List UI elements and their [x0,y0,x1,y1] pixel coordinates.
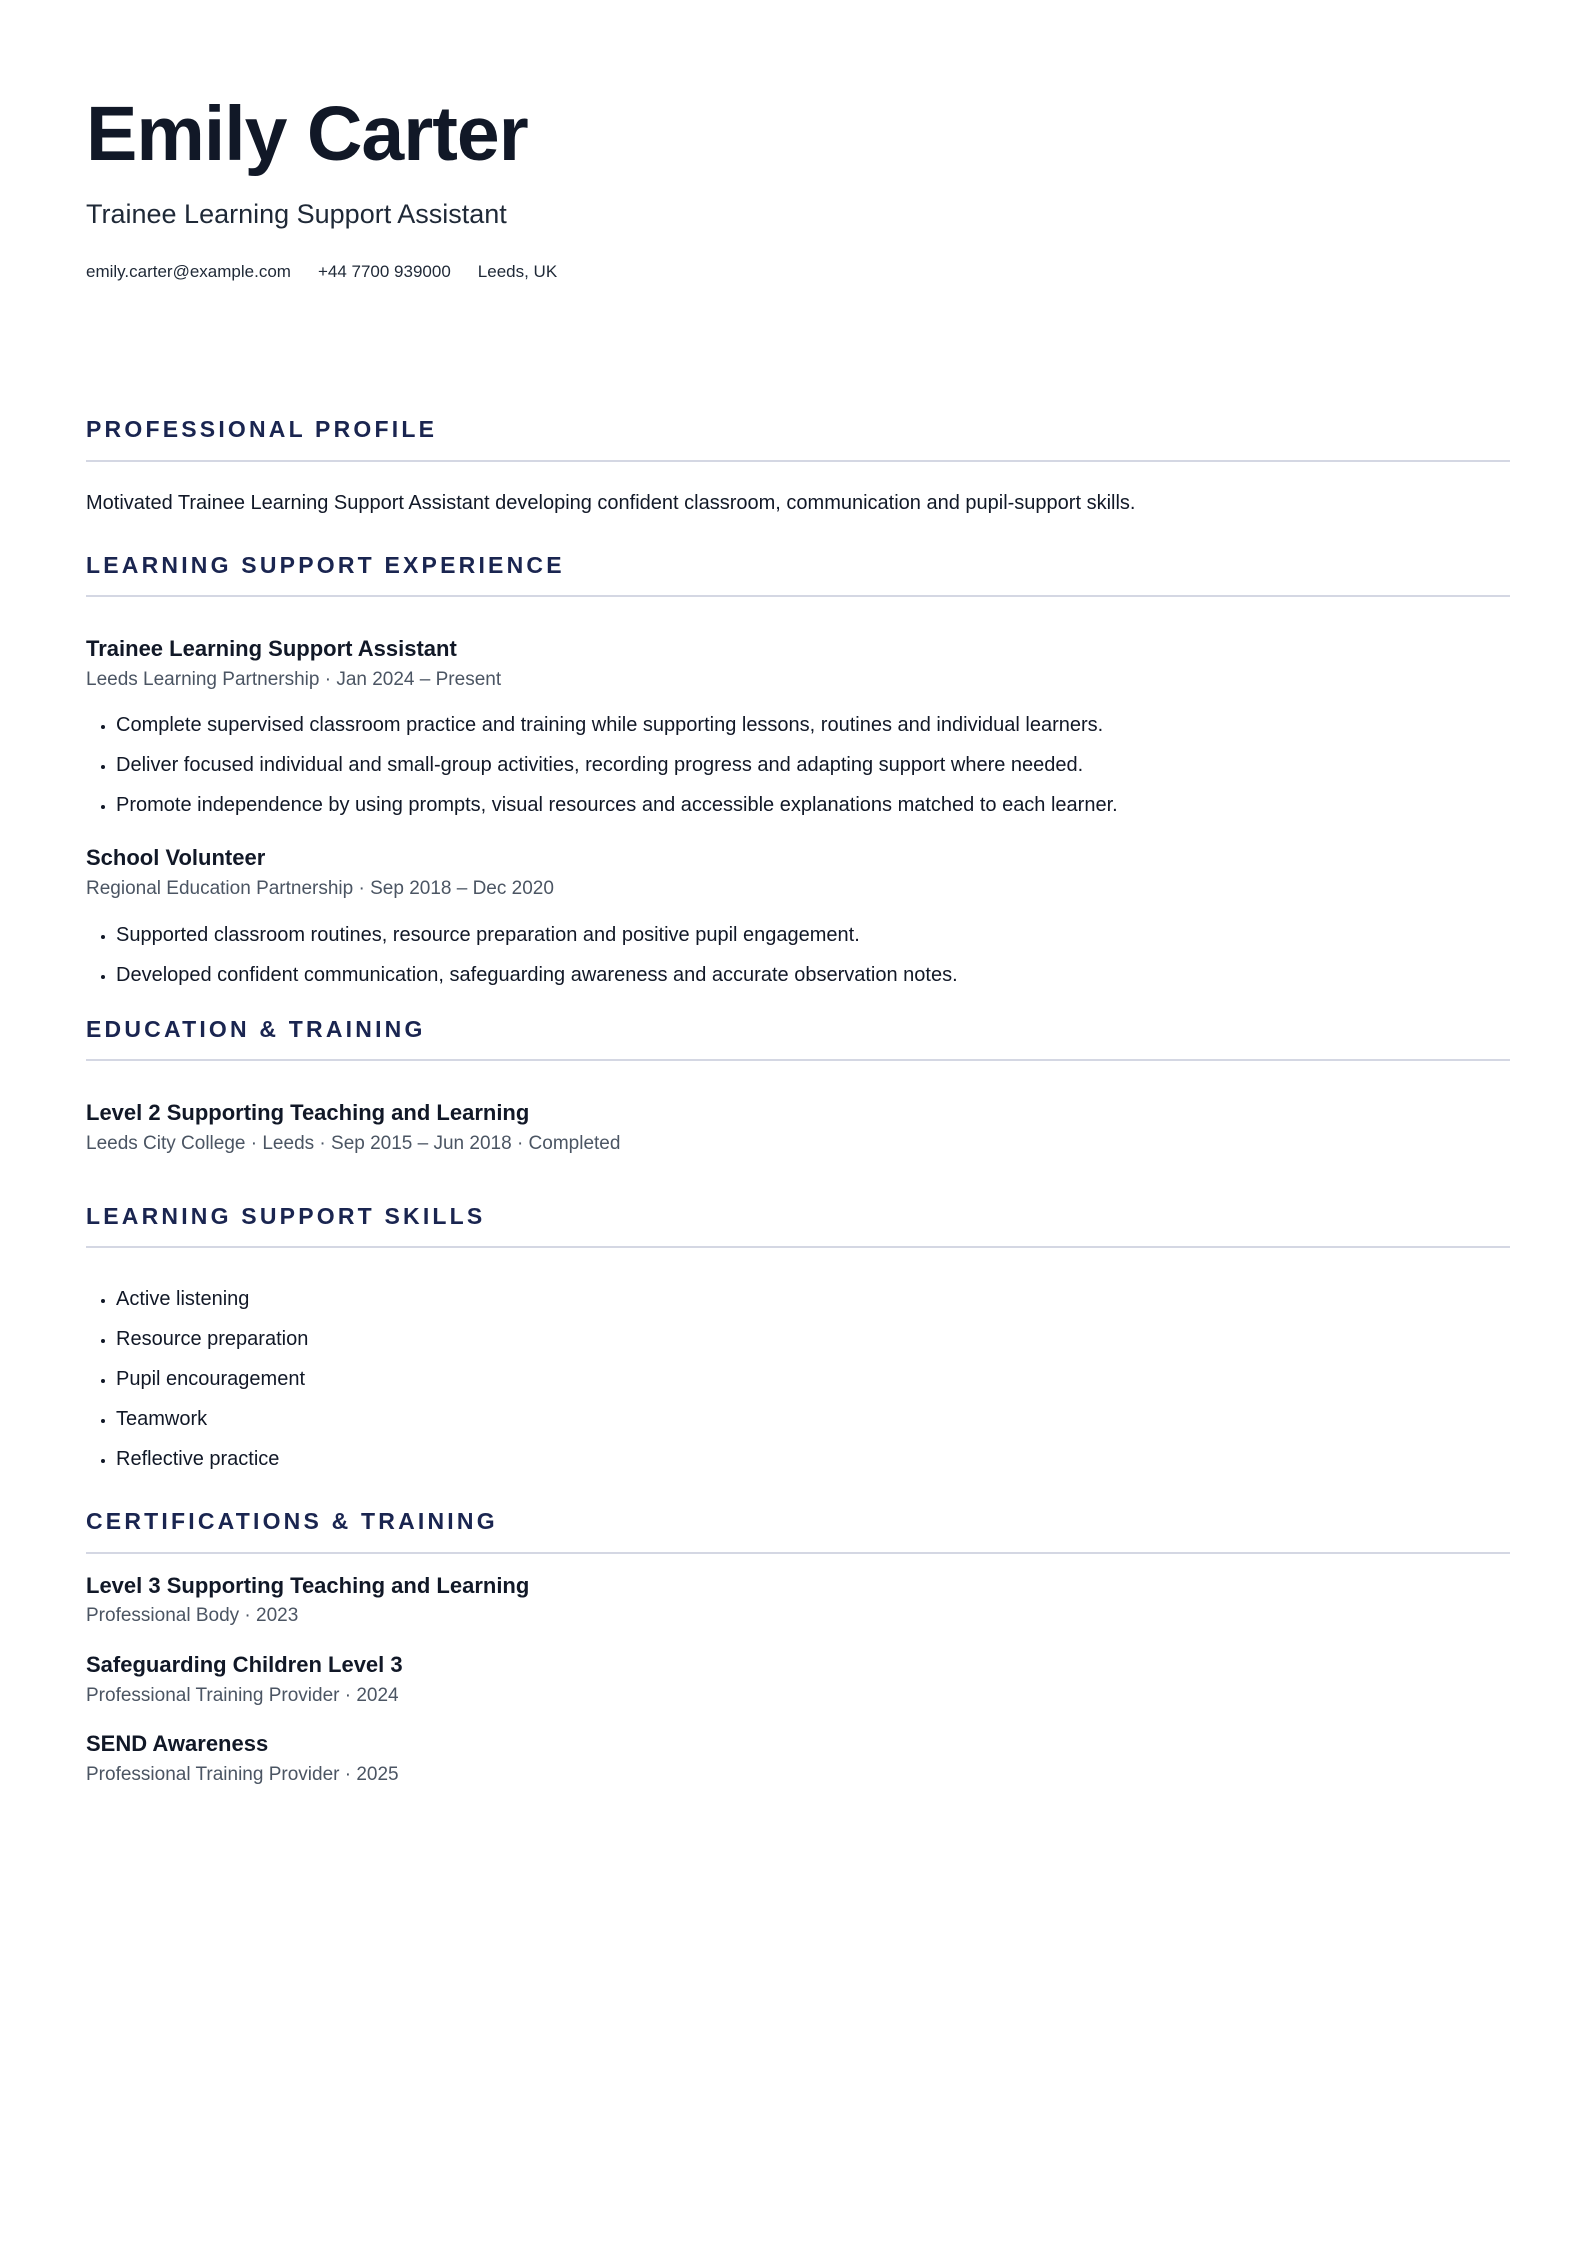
certification-meta: Professional Training Provider · 2025 [86,1763,399,1785]
candidate-headline: Trainee Learning Support Assistant [86,199,507,229]
education-meta: Leeds City College · Leeds · Sep 2015 – Jun 2018 · Completed [86,1132,621,1154]
certification-name: Level 3 Supporting Teaching and Learning [86,1572,530,1598]
job-bullet: • Promote independence by using prompts, visual resources and accessible explanations matched to each learner. [116,792,1510,818]
job-meta: Regional Education Partnership · Sep 2018 – Dec 2020 [86,878,554,900]
experience-section [86,552,1510,988]
certification-name: Safeguarding Children Level 3 [86,1652,403,1678]
section-divider [86,1059,1510,1061]
section-divider [86,1552,1510,1554]
certification-meta: Professional Training Provider · 2024 [86,1684,399,1706]
skills-list [86,1286,1510,1472]
contact-line [86,262,557,282]
job-bullet: • Complete supervised classroom practice and training while supporting lessons, routines and individual learners. [116,712,1510,738]
contact-email: emily.carter@example.com [86,262,291,281]
certifications-list [86,1572,1510,1788]
job-bullet: • Deliver focused individual and small-group activities, recording progress and adapting support where needed. [116,752,1510,778]
skill-item: • Pupil encouragement [116,1366,1510,1392]
certification-entry [86,1651,1510,1708]
job-entry [86,844,1510,987]
education-section [86,1016,1510,1157]
section-divider [86,460,1510,462]
job-meta: Leeds Learning Partnership · Jan 2024 – Present [86,668,502,690]
education-qualification: Level 2 Supporting Teaching and Learning [86,1100,530,1126]
certification-name: SEND Awareness [86,1731,269,1757]
section-divider [86,1246,1510,1248]
job-role: Trainee Learning Support Assistant [86,636,457,662]
section-divider [86,595,1510,597]
job-bullets [86,712,1510,818]
job-bullet: • Developed confident communication, safeguarding awareness and accurate observation notes. [116,962,1510,988]
resume-body [86,416,1510,1788]
section-title-certifications: CERTIFICATIONS & TRAINING [86,1508,498,1535]
profile-section [86,416,1510,516]
skills-section [86,1203,1510,1473]
job-role: School Volunteer [86,845,266,871]
skill-item: • Reflective practice [116,1446,1510,1472]
section-title-skills: LEARNING SUPPORT SKILLS [86,1202,486,1229]
section-title-education: EDUCATION & TRAINING [86,1015,426,1042]
education-entry [86,1099,1510,1156]
skill-item: • Teamwork [116,1406,1510,1432]
profile-summary: Motivated Trainee Learning Support Assistant developing confident classroom, communication and pupil-support skills. [86,491,1136,514]
contact-location: Leeds, UK [477,262,558,281]
skill-item: • Resource preparation [116,1326,1510,1352]
section-title-profile: PROFESSIONAL PROFILE [86,416,438,442]
section-title-experience: LEARNING SUPPORT EXPERIENCE [86,551,565,578]
certification-meta: Professional Body · 2023 [86,1605,299,1627]
contact-phone: +44 7700 939000 [317,262,451,281]
certification-entry [86,1730,1510,1787]
job-entry [86,635,1510,818]
skill-item: • Active listening [116,1286,1510,1312]
job-bullets [86,922,1510,988]
job-bullet: • Supported classroom routines, resource preparation and positive pupil engagement. [116,922,1510,948]
certifications-section [86,1508,1510,1787]
certification-entry [86,1572,1510,1629]
candidate-name: Emily Carter [86,91,528,177]
